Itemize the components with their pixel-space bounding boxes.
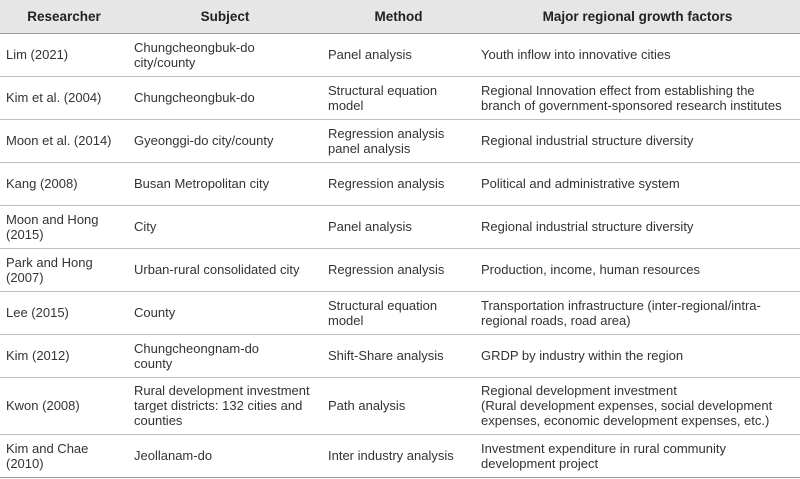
- cell-factors: GRDP by industry within the region: [475, 334, 800, 377]
- cell-researcher: Kim and Chae (2010): [0, 434, 128, 477]
- cell-researcher: Park and Hong (2007): [0, 248, 128, 291]
- cell-subject: Chungcheongnam-do county: [128, 334, 322, 377]
- table-row: [0, 291, 800, 334]
- cell-factors: Political and administrative system: [475, 162, 800, 205]
- cell-subject: Busan Metropolitan city: [128, 162, 322, 205]
- table-row: [0, 205, 800, 248]
- header-row: [0, 0, 800, 33]
- cell-factors: Youth inflow into innovative cities: [475, 33, 800, 76]
- table-row: [0, 33, 800, 76]
- cell-factors: Transportation infrastructure (inter-regional/intra- regional roads, road area): [475, 291, 800, 334]
- table-row: [0, 377, 800, 434]
- table-row: [0, 434, 800, 477]
- cell-method: Regression analysis: [322, 162, 475, 205]
- cell-factors: Regional development investment (Rural development expenses, social development expenses, economic development expenses, etc.): [475, 377, 800, 434]
- cell-factors: Production, income, human resources: [475, 248, 800, 291]
- cell-researcher: Moon et al. (2014): [0, 119, 128, 162]
- cell-researcher: Kang (2008): [0, 162, 128, 205]
- cell-method: Inter industry analysis: [322, 434, 475, 477]
- cell-researcher: Kim (2012): [0, 334, 128, 377]
- cell-subject: Chungcheongbuk-do city/county: [128, 33, 322, 76]
- cell-researcher: Moon and Hong (2015): [0, 205, 128, 248]
- cell-subject: Rural development investment target districts: 132 cities and counties: [128, 377, 322, 434]
- cell-method: Panel analysis: [322, 205, 475, 248]
- cell-factors: Regional industrial structure diversity: [475, 119, 800, 162]
- cell-subject: County: [128, 291, 322, 334]
- cell-method: Path analysis: [322, 377, 475, 434]
- cell-method: Regression analysis panel analysis: [322, 119, 475, 162]
- cell-method: Structural equation model: [322, 291, 475, 334]
- cell-method: Panel analysis: [322, 33, 475, 76]
- header-subject: Subject: [128, 0, 322, 33]
- cell-method: Regression analysis: [322, 248, 475, 291]
- cell-factors: Regional Innovation effect from establishing the branch of government-sponsored research institutes: [475, 76, 800, 119]
- cell-method: Shift-Share analysis: [322, 334, 475, 377]
- cell-researcher: Kwon (2008): [0, 377, 128, 434]
- cell-subject: Gyeonggi-do city/county: [128, 119, 322, 162]
- cell-subject: Chungcheongbuk-do: [128, 76, 322, 119]
- header-factors: Major regional growth factors: [475, 0, 800, 33]
- header-method: Method: [322, 0, 475, 33]
- table-row: [0, 119, 800, 162]
- cell-factors: Regional industrial structure diversity: [475, 205, 800, 248]
- header-researcher: Researcher: [0, 0, 128, 33]
- cell-subject: City: [128, 205, 322, 248]
- cell-subject: Jeollanam-do: [128, 434, 322, 477]
- cell-researcher: Lim (2021): [0, 33, 128, 76]
- cell-method: Structural equation model: [322, 76, 475, 119]
- table-row: [0, 76, 800, 119]
- table-row: [0, 162, 800, 205]
- table-row: [0, 334, 800, 377]
- cell-factors: Investment expenditure in rural community development project: [475, 434, 800, 477]
- cell-subject: Urban-rural consolidated city: [128, 248, 322, 291]
- cell-researcher: Kim et al. (2004): [0, 76, 128, 119]
- cell-researcher: Lee (2015): [0, 291, 128, 334]
- table-row: [0, 248, 800, 291]
